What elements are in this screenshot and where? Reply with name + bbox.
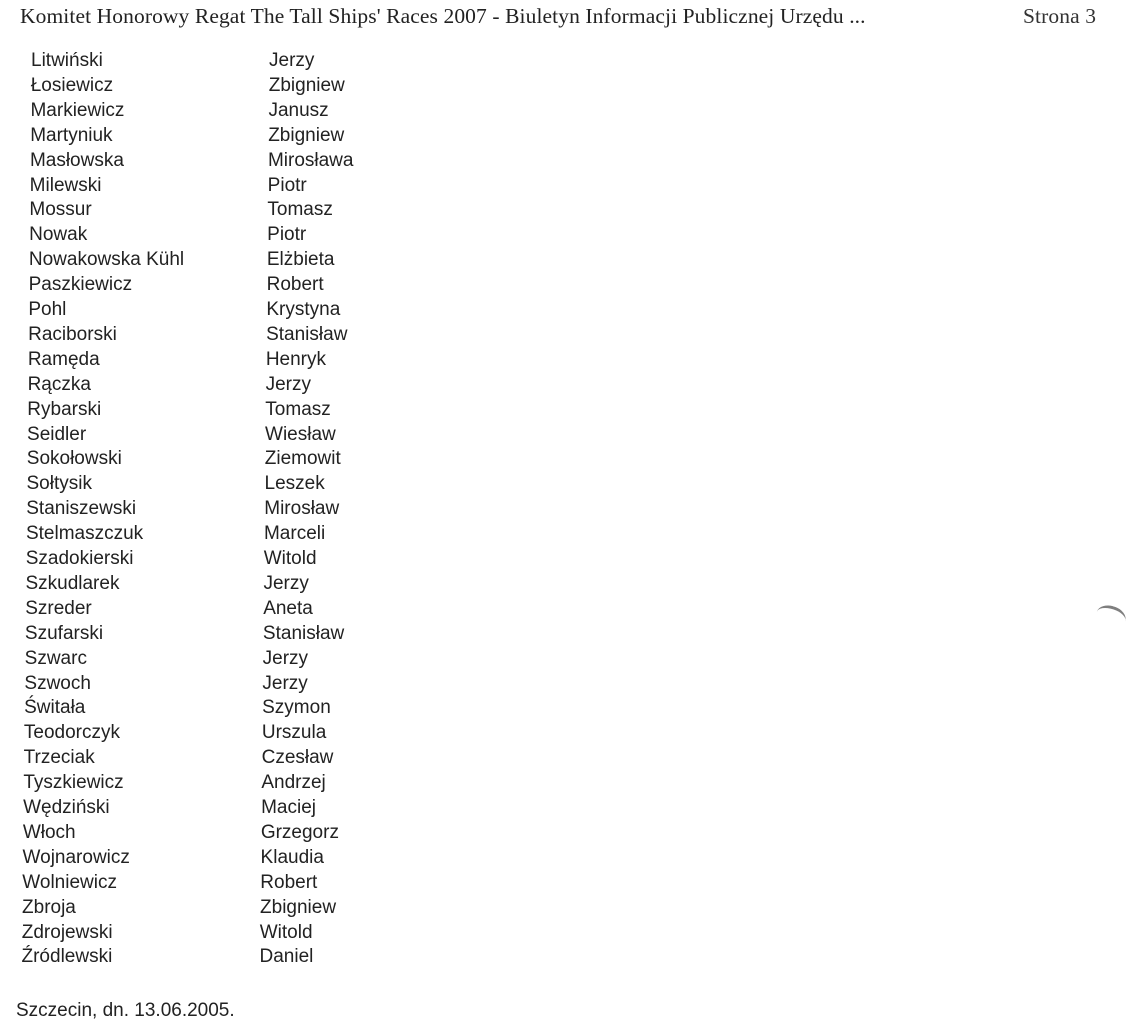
- first-name: Mirosław: [264, 498, 340, 520]
- first-name: Witold: [259, 921, 313, 943]
- surname: Litwiński: [31, 50, 103, 71]
- first-name: Elżbieta: [266, 249, 335, 271]
- first-name: Robert: [260, 871, 318, 893]
- first-name: Zbigniew: [268, 124, 345, 146]
- first-name: Andrzej: [261, 772, 326, 794]
- surname: Nowakowska Kühl: [28, 249, 185, 271]
- surname: Stelmaszczuk: [25, 523, 144, 545]
- first-name: Piotr: [267, 174, 307, 196]
- first-name: Maciej: [261, 797, 316, 818]
- first-name: Leszek: [264, 473, 325, 495]
- first-name: Witold: [263, 548, 317, 569]
- first-name: Urszula: [261, 722, 327, 744]
- surname: Zdrojewski: [21, 921, 113, 943]
- first-name: Krystyna: [266, 299, 341, 320]
- surname: Tyszkiewicz: [23, 772, 124, 794]
- surname: Wolniewicz: [22, 871, 117, 893]
- surname: Paszkiewicz: [28, 274, 133, 296]
- surname: Ramęda: [27, 348, 100, 370]
- surname: Zbroja: [22, 896, 76, 918]
- first-name: Mirosława: [267, 149, 354, 171]
- first-name: Daniel: [259, 946, 314, 968]
- first-name: Grzegorz: [260, 821, 339, 843]
- first-name: Jerzy: [265, 373, 311, 395]
- surname: Szufarski: [24, 622, 104, 644]
- first-name: Czesław: [261, 747, 334, 769]
- surname: Milewski: [29, 174, 102, 196]
- first-name: Wiesław: [265, 423, 336, 445]
- surname: Szadokierski: [25, 548, 134, 569]
- first-name: Stanisław: [262, 622, 345, 644]
- first-name: Aneta: [263, 597, 313, 619]
- first-name: Tomasz: [265, 398, 331, 420]
- first-name: Klaudia: [260, 846, 324, 868]
- page-number: Strona 3: [1023, 4, 1097, 28]
- first-name: Janusz: [268, 99, 329, 121]
- surname: Sołtysik: [26, 473, 92, 495]
- surname: Masłowska: [29, 149, 124, 171]
- first-name: Henryk: [265, 348, 327, 370]
- surname: Raciborski: [28, 323, 117, 345]
- document-title: Komitet Honorowy Regat The Tall Ships' Races 2007 - Biuletyn Informacji Publicznej Urzędu ...: [20, 4, 866, 28]
- first-name: Jerzy: [263, 572, 309, 594]
- surname: Mossur: [29, 199, 92, 221]
- first-name: Marceli: [263, 523, 326, 545]
- first-name: Zbigniew: [260, 896, 337, 918]
- surname: Źródlewski: [21, 946, 113, 968]
- surname: Teodorczyk: [23, 722, 120, 744]
- surname: Świtała: [24, 697, 86, 719]
- surname: Szreder: [25, 597, 92, 619]
- surname: Szkudlarek: [25, 572, 120, 594]
- surname: Wojnarowicz: [22, 846, 130, 868]
- place-date: Szczecin, dn. 13.06.2005.: [16, 1000, 235, 1021]
- surname: Wędziński: [23, 797, 110, 818]
- surname: Rączka: [27, 373, 91, 395]
- surname: Martyniuk: [30, 124, 113, 146]
- surname: Staniszewski: [26, 498, 137, 520]
- first-name: Piotr: [267, 224, 307, 246]
- first-name: Robert: [266, 274, 324, 296]
- first-name: Jerzy: [269, 50, 315, 71]
- surname: Szwarc: [24, 647, 87, 669]
- first-name: Jerzy: [262, 647, 309, 669]
- surname: Markiewicz: [30, 99, 125, 121]
- surname: Łosiewicz: [30, 74, 114, 96]
- scan-artifact: [1093, 602, 1128, 631]
- first-name: Tomasz: [267, 199, 333, 221]
- document-header: [20, 2, 1145, 36]
- surname: Szwoch: [24, 672, 91, 694]
- first-name: Zbigniew: [268, 74, 345, 96]
- surname: Pohl: [28, 299, 67, 320]
- surname: Seidler: [27, 423, 87, 445]
- first-name: Jerzy: [262, 672, 308, 694]
- surname: Włoch: [22, 821, 76, 843]
- surname: Sokołowski: [26, 448, 122, 470]
- surname: Rybarski: [27, 398, 102, 420]
- first-name: Ziemowit: [264, 448, 341, 470]
- surname: Nowak: [29, 224, 88, 246]
- first-name: Stanisław: [266, 323, 348, 345]
- surname: Trzeciak: [23, 747, 95, 769]
- first-name: Szymon: [262, 697, 331, 719]
